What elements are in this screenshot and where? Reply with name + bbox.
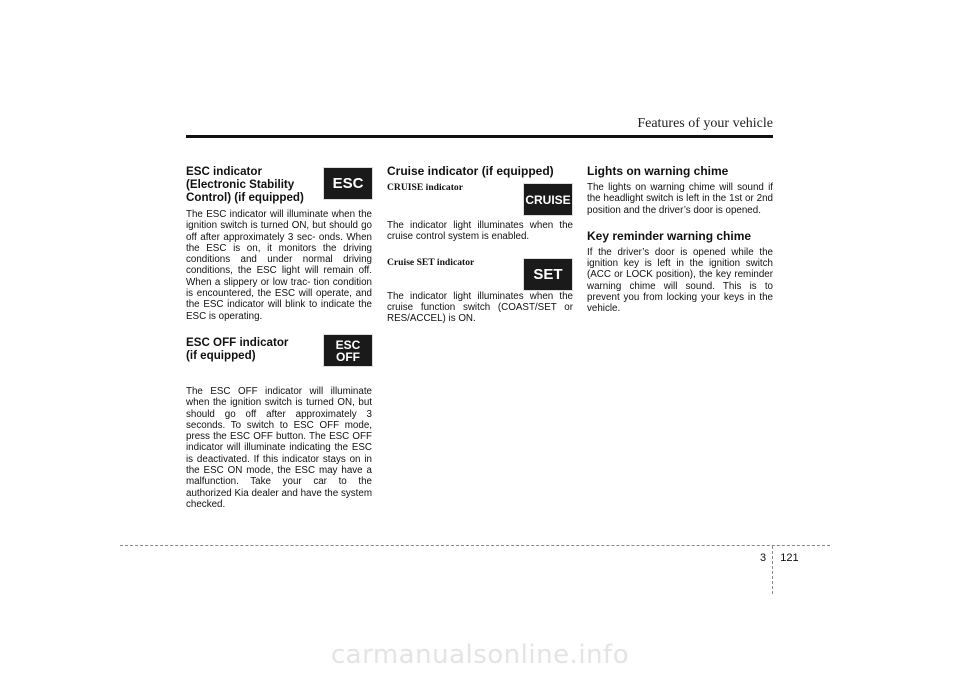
cruise-set-indicator-icon: SET <box>523 258 573 291</box>
lights-on-chime-heading: Lights on warning chime <box>587 164 729 178</box>
cruise-indicator-icon: CRUISE <box>523 183 573 216</box>
page-header-title: Features of your vehicle <box>637 116 773 131</box>
footer-vertical-rule <box>772 546 773 594</box>
esc-off-indicator-icon: ESC OFF <box>323 334 373 367</box>
column-chimes <box>587 165 773 315</box>
cruise-indicator-heading: Cruise indicator (if equipped) <box>387 164 554 178</box>
key-reminder-chime-heading: Key reminder warning chime <box>587 228 752 243</box>
footer-rule <box>120 545 830 546</box>
esc-indicator-heading: ESC indicator (Electronic Stability Control) (if equipped) <box>186 165 304 204</box>
page-number-value: 121 <box>780 552 799 564</box>
cruise-indicator-text: The indicator light illuminates when the cruise control system is enabled. <box>387 220 573 243</box>
cruise-set-text: The indicator light illuminates when the cruise function switch (COAST/SET or RES/ACCEL) is ON. <box>387 290 573 325</box>
header-rule <box>186 135 773 138</box>
page-number <box>760 552 799 564</box>
watermark: carmanualsonline.info <box>330 640 630 670</box>
esc-off-text: The ESC OFF indicator will illuminate when the ignition switch is turned ON, but should go off after approximately 3 seconds. To switch to ESC OFF mode, press the ESC OFF button. The ESC OFF indicator will illuminate indicating the ESC is deactivated. If this indicator stays on in the ESC ON mode, the ESC may have a malfunction. Take your car to the authorized Kia dealer and have the system checked. <box>186 385 372 510</box>
key-reminder-chime-text: If the driver’s door is opened while the ignition key is left in the ignition switch (ACC or LOCK position), the key reminder warning chime will sound. This is to prevent you from locking your keys in the vehicle. <box>587 246 773 315</box>
cruise-indicator-subheading: CRUISE indicator <box>387 182 463 193</box>
esc-indicator-text: The ESC indicator will illuminate when the ignition switch is turned ON, but should go off after approximately 3 sec- onds. When the ESC is on, it monitors the driving conditions and under normal driving conditions, the ESC light will remain off. When a slippery or low trac- tion condition is encountered, the ESC will operate, and the ESC indicator will blink to indicate the ESC is operating. <box>186 209 372 322</box>
esc-off-heading: ESC OFF indicator (if equipped) <box>186 335 289 362</box>
esc-indicator-icon: ESC <box>323 167 373 200</box>
lights-on-chime-text: The lights on warning chime will sound if the headlight switch is left in the 1st or 2nd position and the driver’s door is opened. <box>587 182 773 216</box>
cruise-set-subheading: Cruise SET indicator <box>387 256 475 268</box>
chapter-number: 3 <box>760 552 767 564</box>
